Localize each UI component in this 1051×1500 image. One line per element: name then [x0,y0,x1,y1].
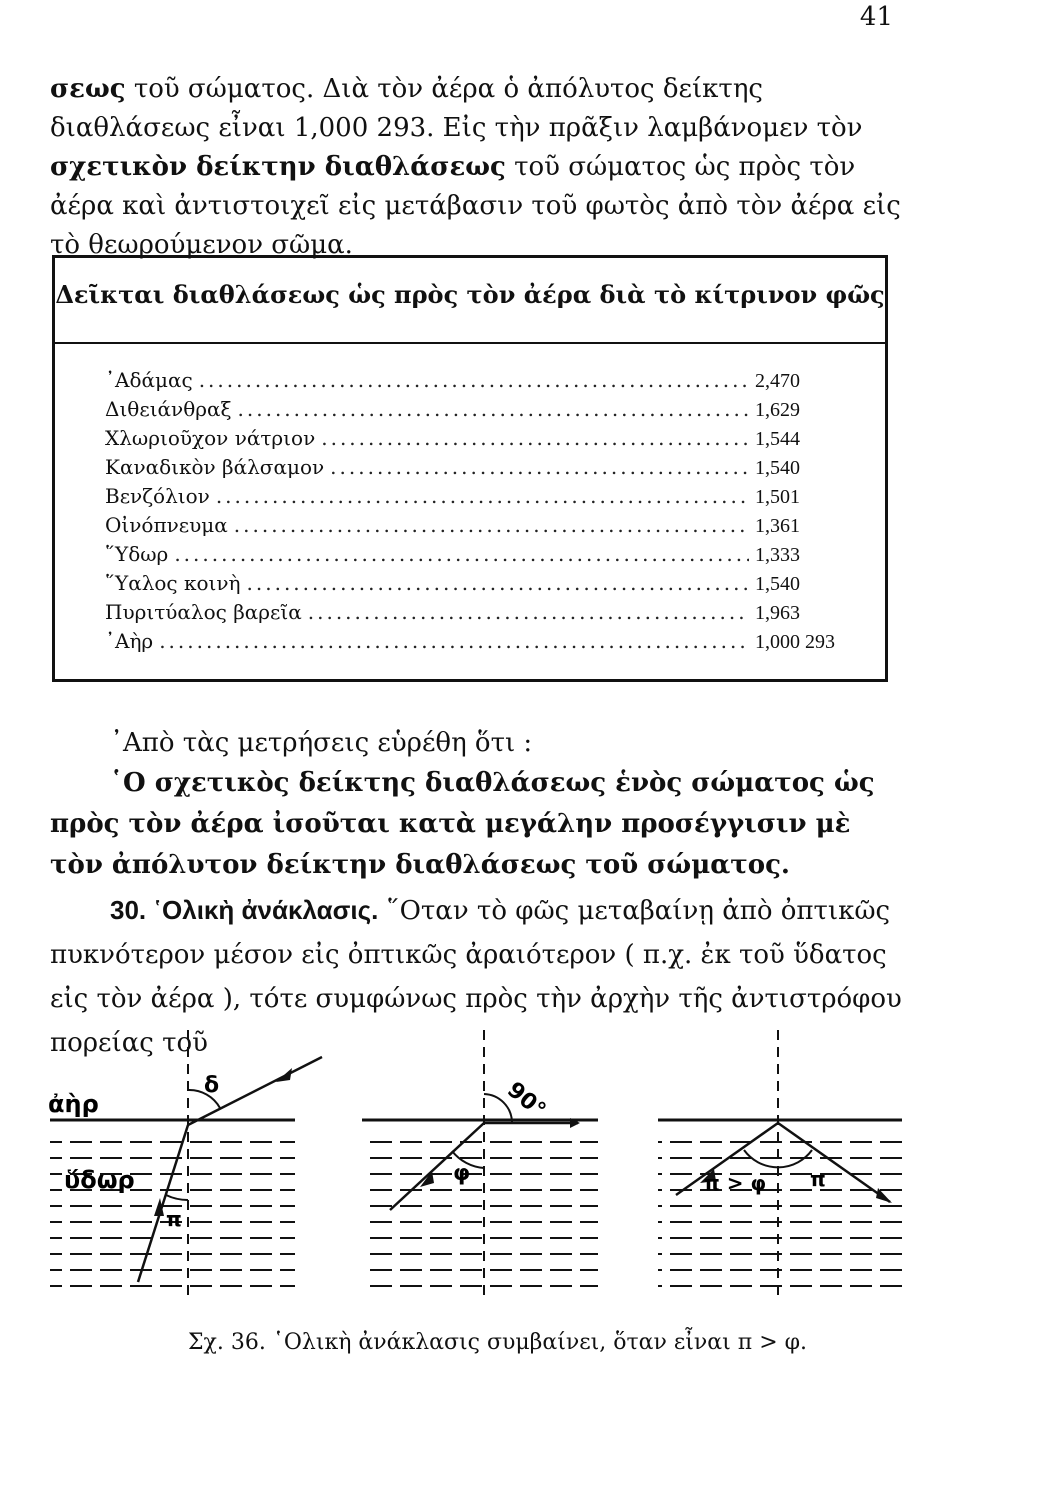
row-index-value: 1,544 [755,428,800,450]
row-substance: Διθειάνθραξ [105,397,232,421]
table-divider [55,342,885,344]
row-index-value: 1,000 293 [755,631,835,653]
intro-text-end: τοῦ σώματος ὡς πρὸς τὸν ἀέρα καὶ ἀντιστοιχεῖ εἰς μετάβασιν τοῦ φωτὸς ἀπὸ τὸν ἀέρα εἰς τὸ θεωρούμενον σῶμα. [50,152,901,260]
water-region [658,1128,902,1288]
arrow-icon [276,1068,292,1082]
leader-dots [216,484,749,508]
row-substance: ῞Υδωρ [105,542,169,566]
angle-delta-label: δ [204,1073,220,1098]
row-substance: ᾿Αὴρ [105,629,154,653]
leader-dots [308,600,749,624]
row-substance: Καναδικὸν βάλσαμον [105,455,325,479]
row-substance: ᾿Αδάμας [105,368,193,392]
row-index-value: 1,333 [755,544,800,566]
table-row [105,600,865,629]
conclusion-rule: ῾Ο σχετικὸς δείκτης διαθλάσεως ἑνὸς σώματος ὡς πρὸς τὸν ἀέρα ἰσοῦται κατὰ μεγάλην προσέγγισιν μὲ τὸν ἀπόλυτον δείκτην διαθλάσεως τοῦ σώματος. [50,768,875,880]
table-row [105,629,865,658]
row-substance: Χλωριοῦχον νάτριον [105,426,316,450]
section-heading: 30. ῾Ολικὴ ἀνάκλασις. [110,895,379,925]
row-substance: ῞Υαλος κοινὴ [105,571,241,595]
section-body: ῞Οταν τὸ φῶς μεταβαίνῃ ἀπὸ ὀπτικῶς πυκνότερον μέσον εἰς ὀπτικῶς ἀραιότερον ( π.χ. ἐκ τοῦ ὕδατος εἰς τὸν ἀέρα ), τότε συμφώνως πρὸς τὴν ἀρχὴν τῆς ἀντιστρόφου πορείας τοῦ [50,896,902,1058]
row-index-value: 1,501 [755,486,800,508]
leader-dots [330,455,749,479]
total-reflection-figures [40,1020,920,1320]
air-label: ἀὴρ [48,1090,99,1118]
angle-pi-label: π [810,1167,826,1191]
leader-dots [174,542,749,566]
table-body [105,368,865,658]
angle-comparison-label: π > φ [704,1171,767,1195]
intro-text: τοῦ σώματος. Διὰ τὸν ἀέρα ὁ ἀπόλυτος δείκτης διαθλάσεως εἶναι 1,000 293. Εἰς τὴν πρᾶξιν λαμβάνομεν τὸν [50,74,863,143]
table-row [105,426,865,455]
table-row [105,571,865,600]
figure-1-refraction [48,1030,322,1300]
leader-dots [247,571,749,595]
water-region [362,1128,598,1288]
row-index-value: 1,361 [755,515,800,537]
angle-90-label: 90° [502,1077,551,1124]
figure-2-critical-angle [362,1030,598,1295]
leader-dots [238,397,749,421]
row-index-value: 2,470 [755,370,800,392]
row-substance: Βενζόλιον [105,484,210,508]
row-index-value: 1,540 [755,573,800,595]
row-index-value: 1,540 [755,457,800,479]
table-row [105,455,865,484]
leader-dots [234,513,749,537]
table-row [105,542,865,571]
angle-phi-label: φ [453,1161,471,1186]
table-row [105,513,865,542]
leader-dots [321,426,749,450]
figure-caption: Σχ. 36. ῾Ολικὴ ἀνάκλασις συμβαίνει, ὅταν εἶναι π > φ. [188,1330,808,1355]
leader-dots [199,368,749,392]
table-row [105,397,865,426]
intro-term-bold: σχετικὸν δείκτην διαθλάσεως [50,152,506,182]
row-substance: Πυριτύαλος βαρεῖα [105,600,302,624]
conclusion-paragraph [50,724,910,886]
intro-paragraph [50,70,910,265]
refraction-index-table [52,255,888,682]
row-index-value: 1,629 [755,399,800,421]
intro-fragment-bold: σεως [50,74,126,104]
figure-3-total-reflection [658,1030,902,1295]
row-index-value: 1,963 [755,602,800,624]
page-number: 41 [859,2,893,32]
water-label: ὕδωρ [64,1166,135,1194]
row-substance: Οἰνόπνευμα [105,513,228,537]
conclusion-lead: ᾿Απὸ τὰς μετρήσεις εὑρέθη ὅτι : [110,728,533,758]
leader-dots [159,629,749,653]
angle-pi-label: π [166,1207,182,1231]
table-title: Δεῖκται διαθλάσεως ὡς πρὸς τὸν ἀέρα διὰ τὸ κίτρινον φῶς [55,280,885,309]
table-row [105,368,865,397]
table-row [105,484,865,513]
